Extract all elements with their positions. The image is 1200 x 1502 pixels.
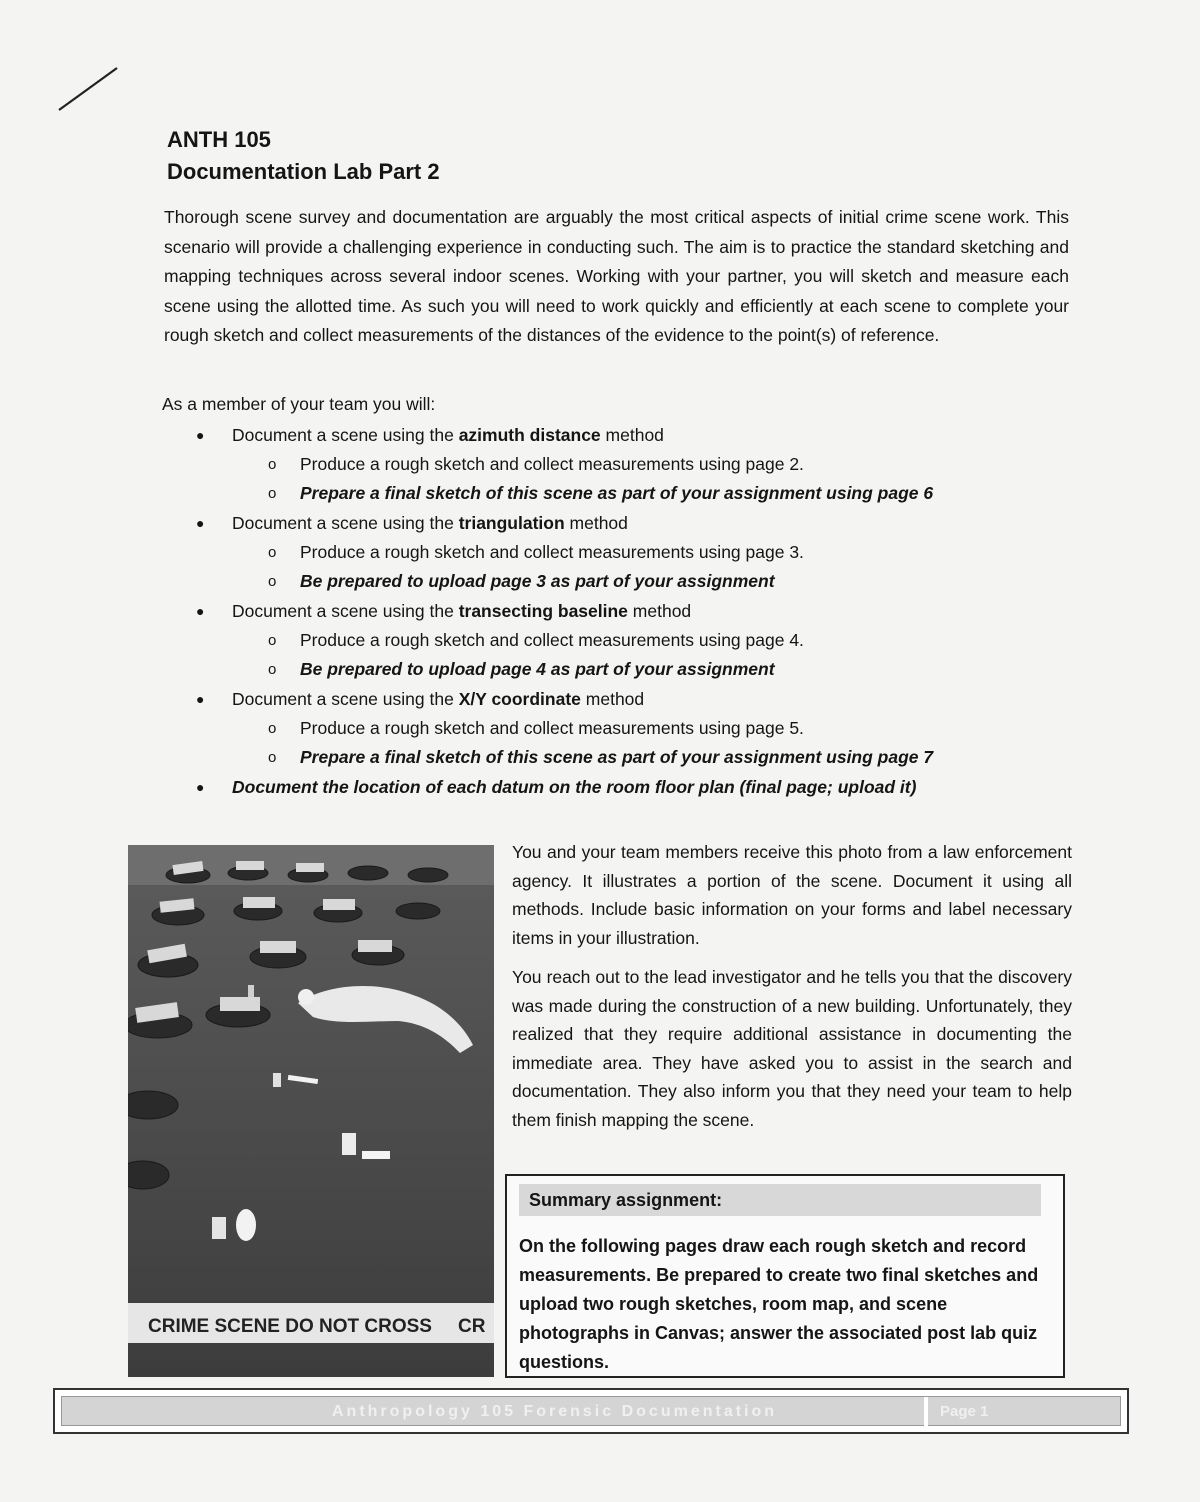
svg-text:CRIME SCENE DO NOT CROSS: CRIME SCENE DO NOT CROSS — [148, 1316, 432, 1337]
subtask-text: Produce a rough sketch and collect measurements using page 3. — [300, 542, 804, 562]
subtask-text: Prepare a final sketch of this scene as part of your assignment using page 7 — [300, 747, 934, 767]
narrative-paragraph-1: You and your team members receive this photo from a law enforcement agency. It illustrates a portion of the scene. Document it using all methods. Include basic information on your forms and label necessary items in your illustration. — [512, 842, 1072, 948]
subtask — [196, 479, 933, 508]
circle-bullet-icon: o — [268, 661, 277, 678]
task-suffix: method — [605, 425, 664, 445]
bullet-icon: ● — [196, 427, 205, 443]
task-list — [196, 420, 933, 802]
task-prefix: Document a scene using the — [232, 425, 454, 445]
circle-bullet-icon: o — [268, 632, 277, 649]
subtask — [196, 450, 933, 479]
task-prefix: Document a scene using the — [232, 513, 454, 533]
bullet-icon: ● — [196, 515, 205, 531]
task-azimuth — [196, 420, 933, 450]
footer-band — [61, 1396, 1121, 1426]
task-xy-coordinate — [196, 684, 933, 714]
footer-title: Anthropology 105 Forensic Documentation — [332, 1403, 778, 1420]
intro-paragraph: Thorough scene survey and documentation are arguably the most critical aspects of initial crime scene work. This scenario will provide a challenging experience in conducting such. The aim is to practice the standard sketching and mapping techniques across several indoor scenes. Working with your partner, you will sketch and measure each scene using the allotted time. As such you will need to work quickly and efficiently at each scene to complete your rough sketch and collect measurements of the distances of the evidence to the point(s) of reference. — [164, 207, 1069, 345]
task-method: triangulation — [458, 513, 565, 533]
task-method: azimuth distance — [458, 425, 601, 445]
subtask-text: Produce a rough sketch and collect measurements using page 4. — [300, 630, 804, 650]
bullet-icon: ● — [196, 603, 205, 619]
bullet-icon: ● — [196, 691, 205, 707]
task-method: transecting baseline — [458, 601, 628, 621]
subtask — [196, 655, 933, 684]
subtask — [196, 567, 933, 596]
footer-page-number: Page 1 — [940, 1403, 989, 1420]
circle-bullet-icon: o — [268, 749, 277, 766]
task-suffix: method — [569, 513, 628, 533]
task-transecting-baseline — [196, 596, 933, 626]
task-triangulation — [196, 508, 933, 538]
svg-text:CR: CR — [458, 1316, 486, 1337]
circle-bullet-icon: o — [268, 456, 277, 473]
circle-bullet-icon: o — [268, 544, 277, 561]
team-member-lead: As a member of your team you will: — [162, 394, 436, 414]
footer-divider — [924, 1397, 928, 1429]
subtask-text: Be prepared to upload page 4 as part of your assignment — [300, 659, 775, 679]
summary-body: On the following pages draw each rough sketch and record measurements. Be prepared to create two final sketches and upload two rough sketches, room map, and scene photographs in Canvas; answer the associated post lab quiz questions. — [519, 1236, 1039, 1372]
circle-bullet-icon: o — [268, 573, 277, 590]
subtask — [196, 714, 933, 743]
document-header — [167, 127, 440, 185]
circle-bullet-icon: o — [268, 720, 277, 737]
subtask — [196, 538, 933, 567]
subtask — [196, 743, 933, 772]
circle-bullet-icon: o — [268, 485, 277, 502]
subtask-text: Be prepared to upload page 3 as part of your assignment — [300, 571, 775, 591]
lab-title: Documentation Lab Part 2 — [167, 159, 440, 184]
scenario-narrative — [512, 838, 1072, 1145]
task-suffix: method — [632, 601, 692, 621]
task-datum-location — [196, 772, 933, 802]
page-footer — [53, 1388, 1129, 1434]
task-prefix: Document a scene using the — [232, 601, 454, 621]
crime-scene-photo — [128, 845, 494, 1377]
task-prefix: Document a scene using the — [232, 689, 454, 709]
subtask — [196, 626, 933, 655]
narrative-paragraph-2: You reach out to the lead investigator and he tells you that the discovery was made during the construction of a new building. Unfortunately, they realized that they require additional assistance in documenting the immediate area. They have asked you to assist in the search and documentation. They also inform you that they need your team to help them finish mapping the scene. — [512, 967, 1072, 1130]
task-method: X/Y coordinate — [458, 689, 581, 709]
subtask-text: Prepare a final sketch of this scene as part of your assignment using page 6 — [300, 483, 934, 503]
task-text: Document the location of each datum on the room floor plan (final page; upload it) — [232, 777, 917, 797]
pen-stroke-mark — [55, 62, 125, 114]
summary-heading: Summary assignment: — [519, 1184, 1041, 1216]
summary-assignment-box — [505, 1174, 1065, 1378]
subtask-text: Produce a rough sketch and collect measurements using page 5. — [300, 718, 804, 738]
course-code: ANTH 105 — [167, 127, 271, 152]
subtask-text: Produce a rough sketch and collect measurements using page 2. — [300, 454, 804, 474]
task-suffix: method — [585, 689, 645, 709]
bullet-icon: ● — [196, 779, 205, 795]
